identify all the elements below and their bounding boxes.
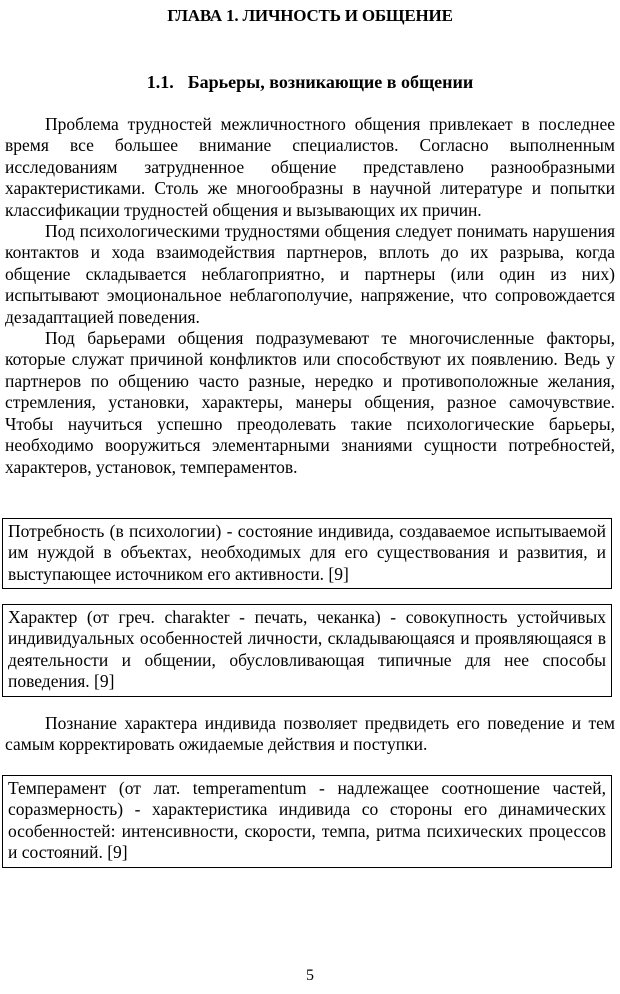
page-number: 5 (306, 967, 314, 984)
middle-paragraph: Познание характера индивида позволяет предвидеть его поведение и тем самым корректировать ожидаемые действия и поступки. (5, 713, 615, 755)
paragraph-3: Под барьерами общения подразумевают те многочисленные факторы, которые служат причиной конфликтов или способствуют их появлению. Ведь у партнеров по общению часто разные, нередко и противоположные желания, стремления, установки, характеры, манеры общения, разное самочувствие. Чтобы научиться успешно преодолевать такие психологические барьеры, необходимо вооружиться элементарными знаниями сущности потребностей, характеров, установок, темпераментов. (5, 328, 615, 477)
section-number: 1.1. (146, 72, 174, 92)
middle-paragraph-block (5, 713, 615, 756)
body-paragraphs (5, 114, 615, 478)
definition-box-character: Характер (от греч. charakter - печать, чеканка) - совокупность устойчивых индивидуальных особенностей личности, складывающаяся и проявляющаяся в деятельности и общении, обусловливающая типичные для нее способы поведения. [9] (2, 604, 612, 697)
section-title: Барьеры, возникающие в общении (187, 72, 474, 92)
chapter-title: ГЛАВА 1. ЛИЧНОСТЬ И ОБЩЕНИЕ (167, 6, 453, 25)
section-heading (0, 72, 620, 93)
definition-box-need: Потребность (в психологии) - состояние индивида, создаваемое испытываемой им нуждой в объектах, необходимых для его существования и развития, и выступающее источником его активности. [9] (2, 518, 612, 589)
definition-box-temperament: Темперамент (от лат. temperamentum - надлежащее соотношение частей, соразмерность) - характеристика индивида со стороны его динамических особенностей: интенсивности, скорости, темпа, ритма психических процессов и состояний. [9] (2, 775, 612, 868)
paragraph-1: Проблема трудностей межличностного общения привлекает в последнее время все большее внимание специалистов. Согласно выполненным исследованиям затрудненное общение представлено разнообразными характеристиками. Столь же многообразны в научной литературе и попытки классификации трудностей общения и вызывающих их причин. (5, 114, 615, 220)
paragraph-2: Под психологическими трудностями общения следует понимать нарушения контактов и хода взаимодействия партнеров, вплоть до их разрыва, когда общение складывается неблагоприятно, и партнеры (или один из них) испытывают эмоциональное неблагополучие, напряжение, что сопровождается дезадаптацией поведения. (5, 221, 615, 327)
